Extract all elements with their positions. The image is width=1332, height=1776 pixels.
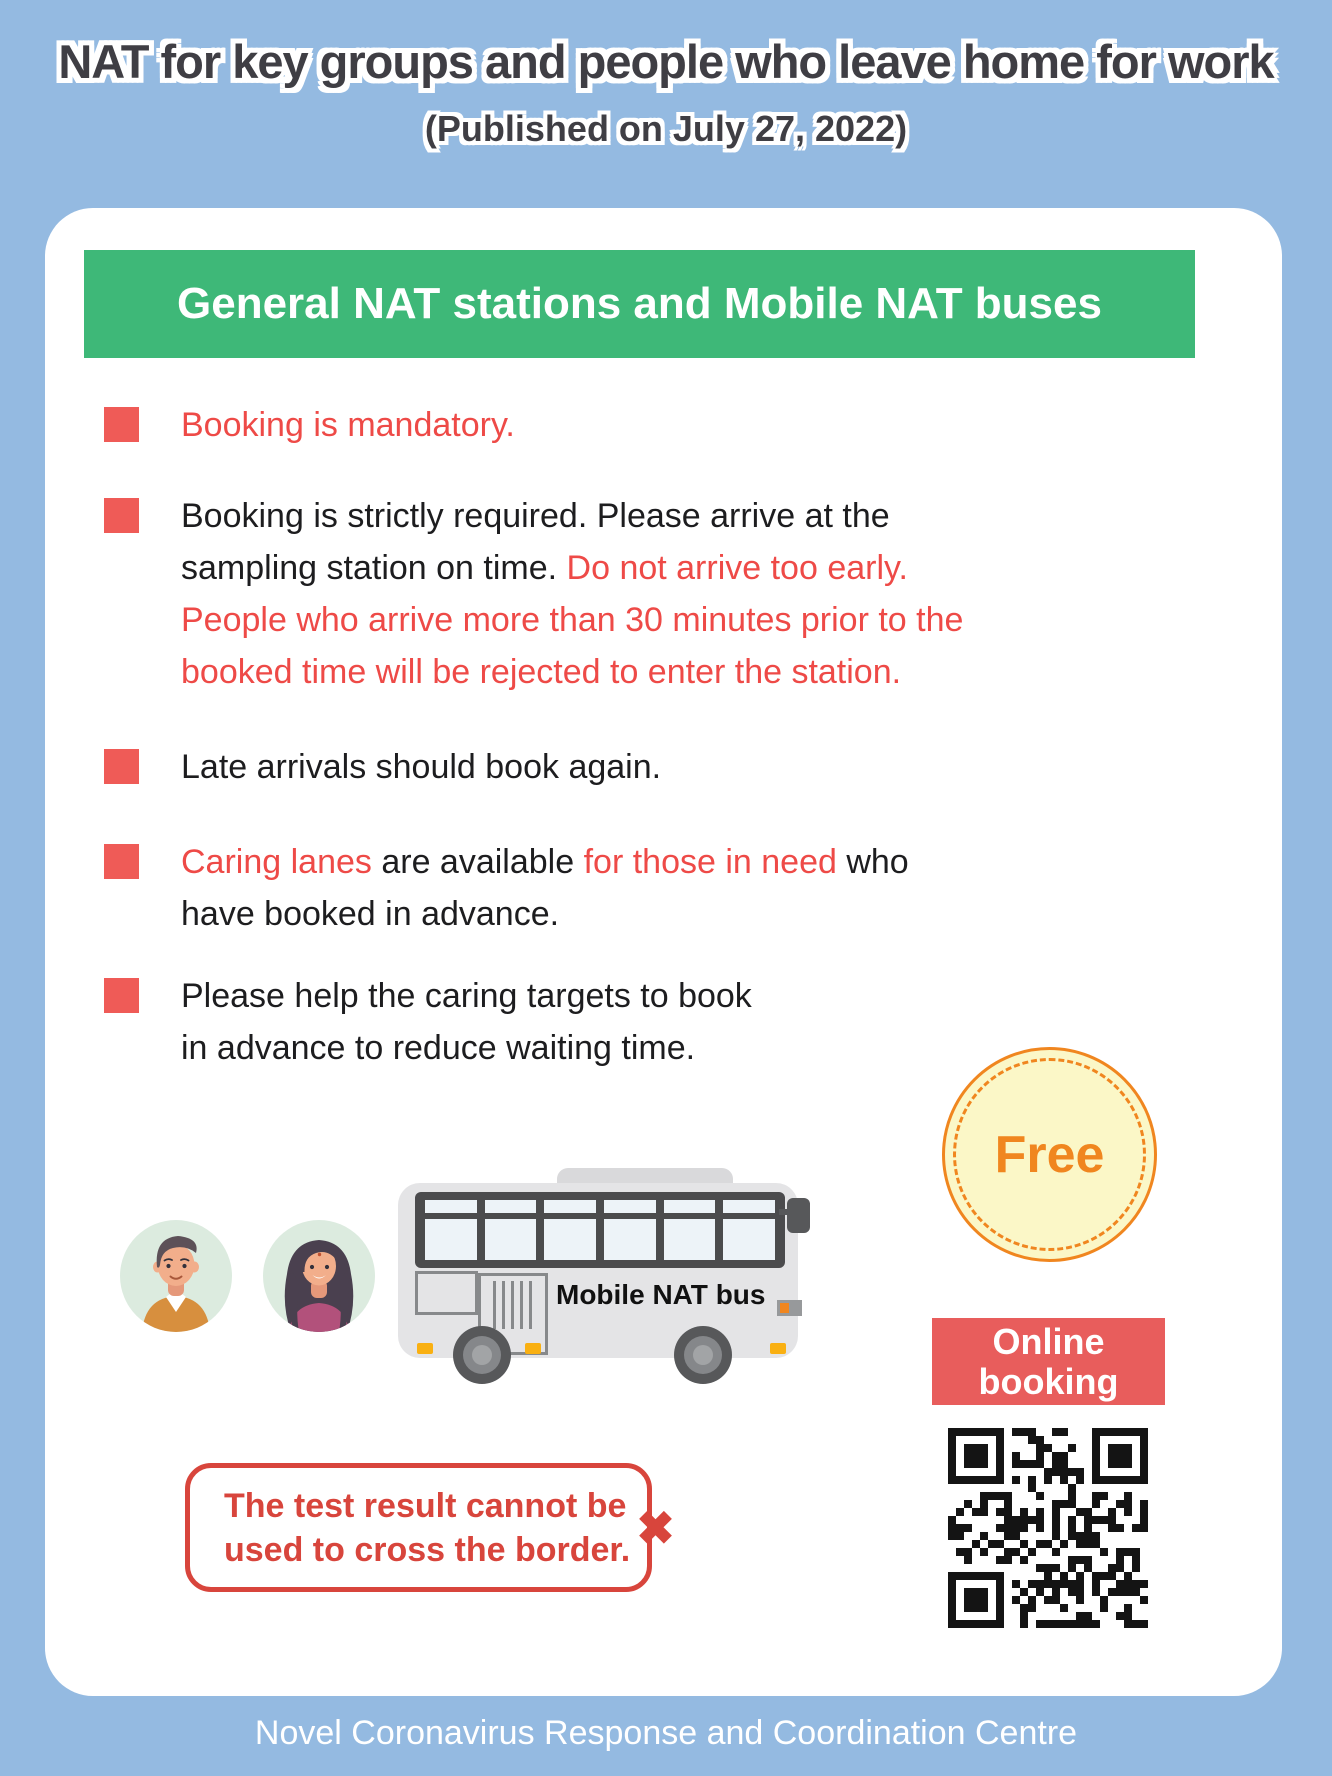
- section-heading: General NAT stations and Mobile NAT buses: [84, 250, 1195, 358]
- text-segment: Do not arrive too early.: [566, 549, 908, 587]
- bus-front-wheel: [453, 1326, 511, 1384]
- bullet-line: [181, 888, 909, 940]
- text-segment: Booking is strictly required. Please arrive at the: [181, 497, 890, 535]
- bullet-text: [181, 741, 661, 793]
- bullet-line: [181, 836, 909, 888]
- online-booking-line1: Online: [992, 1320, 1105, 1362]
- bullet-line: [181, 970, 752, 1022]
- bus-mirror: [787, 1198, 810, 1233]
- text-segment: in advance to reduce waiting time.: [181, 1029, 696, 1067]
- bus-side-light: [777, 1300, 802, 1316]
- bus-light: [417, 1343, 433, 1354]
- footer-organization: Novel Coronavirus Response and Coordination Centre: [254, 1714, 1078, 1752]
- bullet-line: [181, 490, 963, 542]
- bus-door-grille: [493, 1281, 537, 1329]
- bullet-square-icon: [104, 978, 139, 1013]
- bus-illustration: [398, 1165, 812, 1397]
- text-segment: have booked in advance.: [181, 895, 560, 933]
- bullet-line: [181, 594, 963, 646]
- text-segment: Caring lanes: [181, 843, 382, 881]
- text-segment: People who arrive more than 30 minutes prior to the: [181, 601, 964, 639]
- bullet-line: [181, 399, 515, 451]
- woman-avatar: [263, 1220, 375, 1332]
- bullet-text: [181, 490, 963, 698]
- text-segment: for those in need: [583, 843, 847, 881]
- bullet-line: [181, 1022, 752, 1074]
- online-booking-line2: booking: [978, 1360, 1119, 1402]
- bullet-text: [181, 836, 909, 940]
- bus-front-window: [415, 1271, 478, 1315]
- bus-light: [770, 1343, 786, 1354]
- bullet-help-caring-targets: [104, 970, 752, 1074]
- bullet-line: [181, 741, 661, 793]
- bullet-square-icon: [104, 407, 139, 442]
- warning-text: The test result cannot be used to cross the border.: [224, 1486, 631, 1569]
- bullet-booking-mandatory: [104, 399, 515, 451]
- bullet-square-icon: [104, 498, 139, 533]
- text-segment: Please help the caring targets to book: [181, 977, 752, 1015]
- bullet-text: [181, 399, 515, 451]
- bullet-arrive-on-time: [104, 490, 963, 698]
- free-badge: [942, 1047, 1157, 1262]
- cross-icon: ✖: [636, 1501, 675, 1554]
- bullet-square-icon: [104, 749, 139, 784]
- online-booking-label: [932, 1318, 1165, 1405]
- bullet-late-arrivals: [104, 741, 661, 793]
- man-avatar: [120, 1220, 232, 1332]
- bullet-text: [181, 970, 752, 1074]
- text-segment: Late arrivals should book again.: [181, 748, 662, 786]
- bullet-line: [181, 542, 963, 594]
- qr-code-canvas: [948, 1428, 1148, 1628]
- bus-light: [525, 1343, 541, 1354]
- poster-title: NAT for key groups and people who leave home for work: [58, 35, 1274, 88]
- text-segment: are available: [381, 843, 584, 881]
- bus-windows: [415, 1192, 785, 1268]
- poster-subtitle: (Published on July 27, 2022): [424, 108, 908, 149]
- border-warning-box: [185, 1463, 675, 1592]
- bus-rear-wheel: [674, 1326, 732, 1384]
- free-badge-label: Free: [994, 1125, 1105, 1184]
- text-segment: who: [846, 843, 909, 881]
- text-segment: booked time will be rejected to enter the station.: [181, 653, 902, 691]
- bus-label: Mobile NAT bus: [556, 1279, 766, 1310]
- bullet-caring-lanes: [104, 836, 909, 940]
- bullet-square-icon: [104, 844, 139, 879]
- text-segment: sampling station on time.: [181, 549, 567, 587]
- text-segment: Booking is mandatory.: [181, 406, 515, 444]
- bullet-line: [181, 646, 963, 698]
- qr-code: [948, 1428, 1148, 1628]
